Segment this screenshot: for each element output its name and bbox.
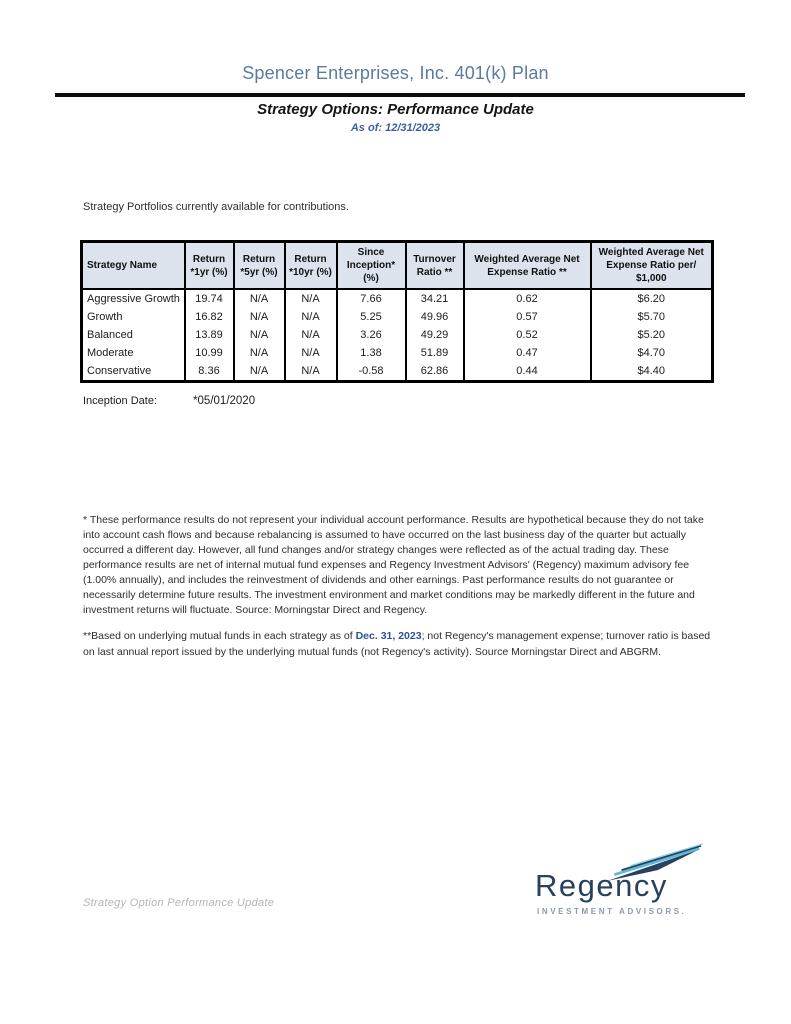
value-cell: 19.74 [185, 289, 234, 308]
value-cell: $4.40 [591, 362, 713, 382]
value-cell: N/A [234, 289, 285, 308]
value-cell: 5.25 [337, 308, 406, 326]
doc-subtitle: Strategy Options: Performance Update [257, 101, 534, 118]
value-cell: N/A [285, 344, 337, 362]
value-cell: 51.89 [406, 344, 464, 362]
value-cell: N/A [285, 326, 337, 344]
value-cell: 3.26 [337, 326, 406, 344]
value-cell: 0.47 [464, 344, 591, 362]
table-row-balanced [82, 326, 713, 344]
value-cell: 10.99 [185, 344, 234, 362]
value-cell: $4.70 [591, 344, 713, 362]
column-header-since-inception: Since Inception* (%) [337, 242, 406, 290]
value-cell: $5.20 [591, 326, 713, 344]
footnote-asterisk: * These performance results do not represent your individual account performance. Results are hypothetical because they do not take into account cash flows and because rebalancing is assumed to have occurred on the last business day of the quarter but actually occurred a different day. However, all fund changes and/or strategy changes were reflected as of the actual trading day. These performance results are net of internal mutual fund expenses and Regency Investment Advisors' (Regency) maximum advisory fee (1.00% annually), and includes the reinvestment of dividends and other earnings. Past performance results do not guarantee or necessarily determine future results. The investment environment and market conditions may be markedly different in the future and investment returns will fluctuate. Source: Morningstar Direct and Regency. [83, 514, 704, 616]
value-cell: 16.82 [185, 308, 234, 326]
logo-name: Regency [535, 868, 668, 903]
footnote2-date: Dec. 31, 2023 [355, 630, 422, 642]
footnote2-prefix: **Based on underlying mutual funds in each strategy as of [83, 630, 356, 642]
value-cell: 0.44 [464, 362, 591, 382]
strategy-name-cell: Moderate [82, 344, 185, 362]
value-cell: N/A [285, 289, 337, 308]
column-header-return-10yr: Return *10yr (%) [285, 242, 337, 290]
as-of-date: As of: 12/31/2023 [350, 122, 441, 134]
strategy-name-cell: Conservative [82, 362, 185, 382]
value-cell: 0.57 [464, 308, 591, 326]
value-cell: N/A [234, 308, 285, 326]
value-cell: N/A [234, 344, 285, 362]
inception-value: *05/01/2020 [193, 395, 256, 407]
performance-table [80, 240, 714, 383]
value-cell: $5.70 [591, 308, 713, 326]
title-rule [55, 93, 745, 97]
intro-text: Strategy Portfolios currently available for contributions. [83, 201, 349, 213]
logo-tagline: INVESTMENT ADVISORS. [537, 907, 687, 916]
column-header-net-expense-ratio: Weighted Average Net Expense Ratio ** [464, 242, 591, 290]
footnote-double-asterisk [83, 628, 713, 660]
strategy-name-cell: Aggressive Growth [82, 289, 185, 308]
page-title: Spencer Enterprises, Inc. 401(k) Plan [242, 63, 549, 83]
column-header-return-5yr: Return *5yr (%) [234, 242, 285, 290]
value-cell: 49.96 [406, 308, 464, 326]
footer-title: Strategy Option Performance Update [83, 897, 275, 909]
column-header-turnover-ratio: Turnover Ratio ** [406, 242, 464, 290]
table-row-moderate [82, 344, 713, 362]
value-cell: N/A [234, 362, 285, 382]
table-row-aggressive-growth [82, 289, 713, 308]
value-cell: 49.29 [406, 326, 464, 344]
column-header-net-expense-per-1000: Weighted Average Net Expense Ratio per/ $1,000 [591, 242, 713, 290]
value-cell: N/A [234, 326, 285, 344]
inception-date-line [83, 395, 255, 407]
inception-label: Inception Date: [83, 395, 157, 407]
value-cell: 0.62 [464, 289, 591, 308]
strategy-name-cell: Growth [82, 308, 185, 326]
regency-logo [535, 841, 713, 923]
value-cell: -0.58 [337, 362, 406, 382]
table-row-growth [82, 308, 713, 326]
table-row-conservative [82, 362, 713, 382]
value-cell: 8.36 [185, 362, 234, 382]
value-cell: 1.38 [337, 344, 406, 362]
value-cell: 0.52 [464, 326, 591, 344]
footnote2-suffix: ; not Regency's management expense; turnover ratio is based on last annual report issued by the underlying mutual funds (not Regency's activity). Source Morningstar Direct and ABGRM. [83, 630, 711, 658]
strategy-name-cell: Balanced [82, 326, 185, 344]
value-cell: 34.21 [406, 289, 464, 308]
column-header-return-1yr: Return *1yr (%) [185, 242, 234, 290]
value-cell: $6.20 [591, 289, 713, 308]
column-header-strategy-name: Strategy Name [82, 242, 185, 290]
value-cell: N/A [285, 308, 337, 326]
value-cell: 62.86 [406, 362, 464, 382]
value-cell: 13.89 [185, 326, 234, 344]
value-cell: 7.66 [337, 289, 406, 308]
table-header-row [82, 242, 713, 290]
value-cell: N/A [285, 362, 337, 382]
